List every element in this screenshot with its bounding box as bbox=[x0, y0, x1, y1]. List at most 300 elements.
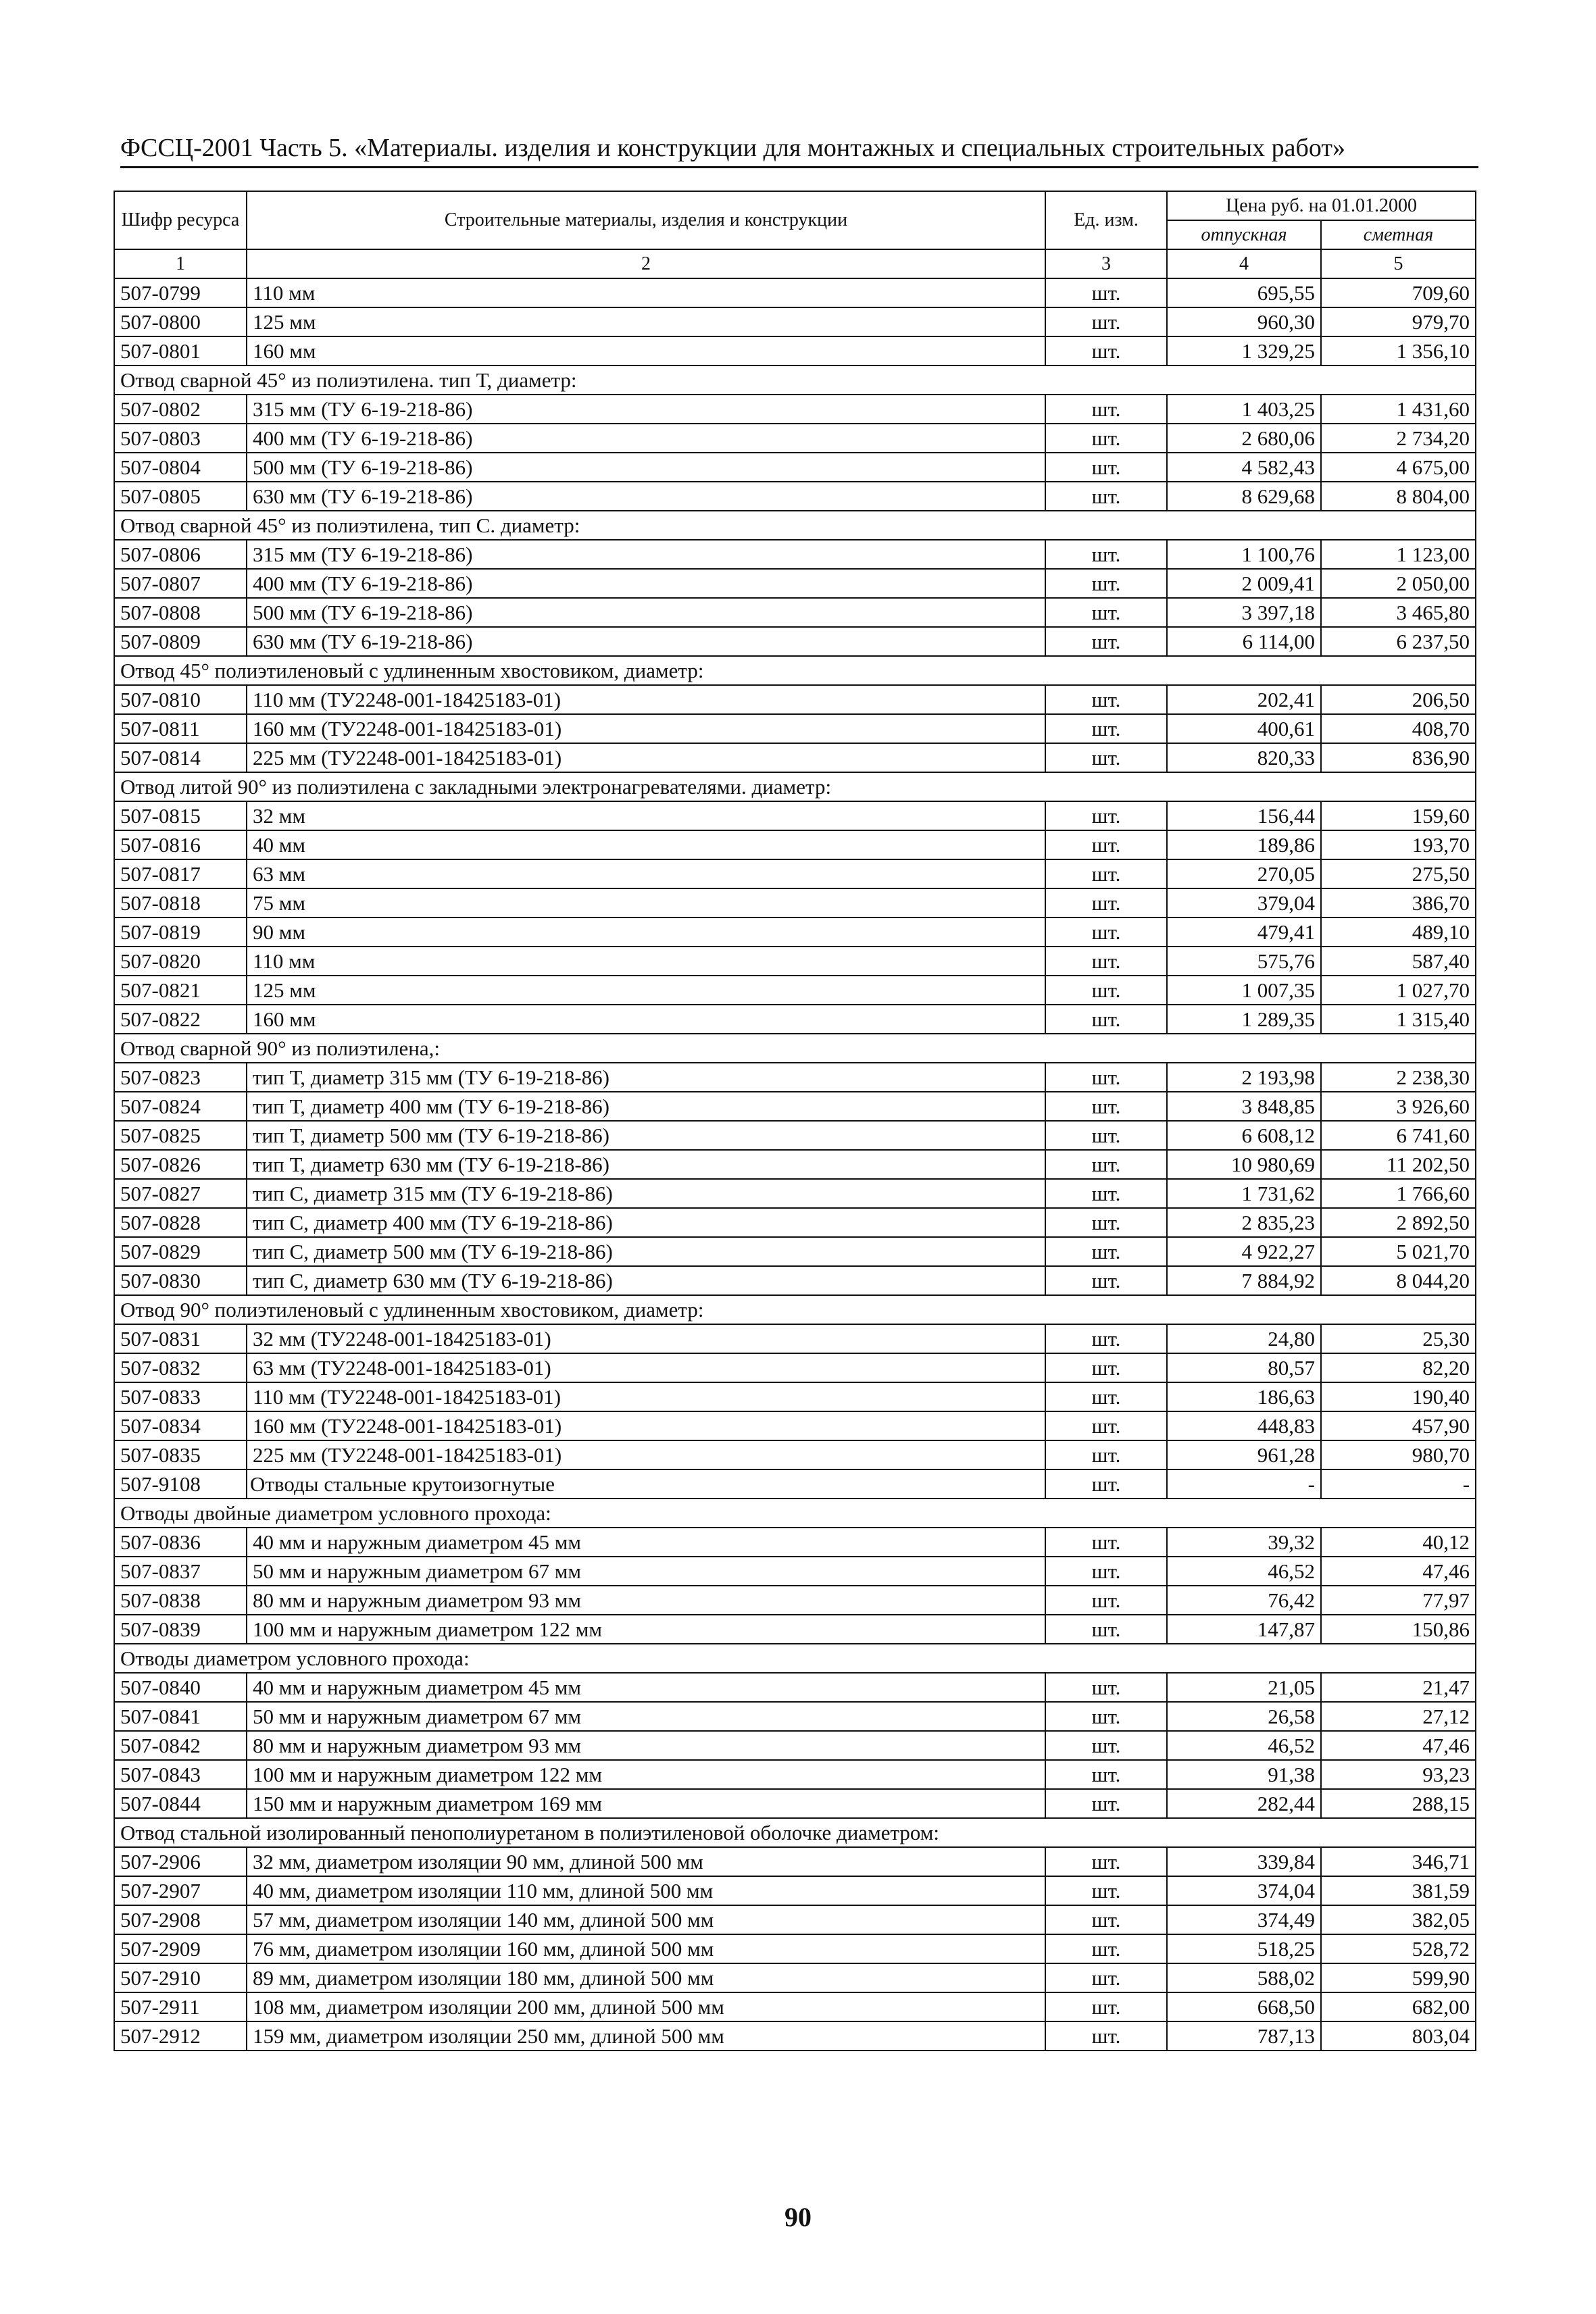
table-body bbox=[114, 278, 1476, 2051]
unit-cell: шт. bbox=[1045, 1615, 1167, 1644]
table-row bbox=[114, 947, 1476, 976]
release-price: 76,42 bbox=[1167, 1586, 1321, 1615]
table-row bbox=[114, 453, 1476, 482]
release-price: 400,61 bbox=[1167, 714, 1321, 743]
item-name: 100 мм и наружным диаметром 122 мм bbox=[247, 1760, 1045, 1789]
estimate-price: 1 123,00 bbox=[1321, 540, 1476, 569]
item-name: 160 мм (ТУ2248-001-18425183-01) bbox=[247, 714, 1045, 743]
col-header-unit: Ед. изм. bbox=[1045, 191, 1167, 249]
estimate-price: 159,60 bbox=[1321, 801, 1476, 830]
estimate-price: 190,40 bbox=[1321, 1382, 1476, 1411]
estimate-price: 27,12 bbox=[1321, 1702, 1476, 1731]
estimate-price: 47,46 bbox=[1321, 1557, 1476, 1586]
table-row bbox=[114, 1934, 1476, 1963]
estimate-price: 4 675,00 bbox=[1321, 453, 1476, 482]
resource-code: 507-0822 bbox=[114, 1005, 247, 1034]
item-name: 110 мм (ТУ2248-001-18425183-01) bbox=[247, 685, 1045, 714]
resource-code: 507-0840 bbox=[114, 1673, 247, 1702]
estimate-price: 346,71 bbox=[1321, 1847, 1476, 1876]
group-heading: Отвод 90° полиэтиленовый с удлиненным хвостовиком, диаметр: bbox=[114, 1295, 1476, 1324]
col-header-name: Строительные материалы, изделия и конструкции bbox=[247, 191, 1045, 249]
release-price: 2 835,23 bbox=[1167, 1208, 1321, 1237]
resource-code: 507-0819 bbox=[114, 917, 247, 947]
group-heading-row bbox=[114, 511, 1476, 540]
unit-cell: шт. bbox=[1045, 1876, 1167, 1905]
release-price: 1 100,76 bbox=[1167, 540, 1321, 569]
table-row bbox=[114, 1586, 1476, 1615]
item-name: 40 мм и наружным диаметром 45 мм bbox=[247, 1528, 1045, 1557]
item-name: 225 мм (ТУ2248-001-18425183-01) bbox=[247, 1440, 1045, 1469]
group-heading: Отвод 45° полиэтиленовый с удлиненным хвостовиком, диаметр: bbox=[114, 656, 1476, 685]
unit-cell: шт. bbox=[1045, 1557, 1167, 1586]
resource-code: 507-0809 bbox=[114, 627, 247, 656]
release-price: 2 009,41 bbox=[1167, 569, 1321, 598]
release-price: 1 731,62 bbox=[1167, 1179, 1321, 1208]
release-price: 1 007,35 bbox=[1167, 976, 1321, 1005]
release-price: 156,44 bbox=[1167, 801, 1321, 830]
item-name: 40 мм bbox=[247, 830, 1045, 859]
resource-code: 507-0821 bbox=[114, 976, 247, 1005]
release-price: 26,58 bbox=[1167, 1702, 1321, 1731]
table-row bbox=[114, 1179, 1476, 1208]
estimate-price: 2 238,30 bbox=[1321, 1063, 1476, 1092]
table-row bbox=[114, 1615, 1476, 1644]
unit-cell: шт. bbox=[1045, 1324, 1167, 1353]
item-name: 110 мм bbox=[247, 947, 1045, 976]
table-row bbox=[114, 714, 1476, 743]
resource-code: 507-0804 bbox=[114, 453, 247, 482]
unit-cell: шт. bbox=[1045, 1673, 1167, 1702]
resource-code: 507-0834 bbox=[114, 1411, 247, 1440]
item-name: 32 мм bbox=[247, 801, 1045, 830]
col-number-3: 3 bbox=[1045, 249, 1167, 278]
item-name: 160 мм bbox=[247, 1005, 1045, 1034]
item-name: 40 мм и наружным диаметром 45 мм bbox=[247, 1673, 1045, 1702]
table-row bbox=[114, 1702, 1476, 1731]
item-name: 630 мм (ТУ 6-19-218-86) bbox=[247, 482, 1045, 511]
unit-cell: шт. bbox=[1045, 1789, 1167, 1818]
unit-cell: шт. bbox=[1045, 453, 1167, 482]
estimate-price: 206,50 bbox=[1321, 685, 1476, 714]
estimate-price: 979,70 bbox=[1321, 307, 1476, 336]
release-price: 6 114,00 bbox=[1167, 627, 1321, 656]
item-name: 63 мм (ТУ2248-001-18425183-01) bbox=[247, 1353, 1045, 1382]
item-name: 32 мм (ТУ2248-001-18425183-01) bbox=[247, 1324, 1045, 1353]
table-row bbox=[114, 598, 1476, 627]
price-table bbox=[114, 191, 1476, 2051]
estimate-price: 2 892,50 bbox=[1321, 1208, 1476, 1237]
unit-cell: шт. bbox=[1045, 1905, 1167, 1934]
unit-cell: шт. bbox=[1045, 569, 1167, 598]
unit-cell: шт. bbox=[1045, 1150, 1167, 1179]
release-price: 1 403,25 bbox=[1167, 395, 1321, 424]
item-name: 89 мм, диаметром изоляции 180 мм, длиной 500 мм bbox=[247, 1963, 1045, 1992]
unit-cell: шт. bbox=[1045, 1208, 1167, 1237]
unit-cell: шт. bbox=[1045, 743, 1167, 772]
estimate-price: 150,86 bbox=[1321, 1615, 1476, 1644]
estimate-price: 457,90 bbox=[1321, 1411, 1476, 1440]
estimate-price: 40,12 bbox=[1321, 1528, 1476, 1557]
release-price: 24,80 bbox=[1167, 1324, 1321, 1353]
item-name: 315 мм (ТУ 6-19-218-86) bbox=[247, 395, 1045, 424]
release-price: 39,32 bbox=[1167, 1528, 1321, 1557]
release-price: 3 848,85 bbox=[1167, 1092, 1321, 1121]
group-heading-row bbox=[114, 1644, 1476, 1673]
resource-code: 507-2907 bbox=[114, 1876, 247, 1905]
table-row bbox=[114, 1731, 1476, 1760]
table-row bbox=[114, 278, 1476, 307]
estimate-price: 77,97 bbox=[1321, 1586, 1476, 1615]
unit-cell: шт. bbox=[1045, 2021, 1167, 2051]
item-name: тип С, диаметр 400 мм (ТУ 6-19-218-86) bbox=[247, 1208, 1045, 1237]
resource-code: 507-0803 bbox=[114, 424, 247, 453]
resource-code: 507-0800 bbox=[114, 307, 247, 336]
col-number-5: 5 bbox=[1321, 249, 1476, 278]
release-price: 4 922,27 bbox=[1167, 1237, 1321, 1266]
item-name: 315 мм (ТУ 6-19-218-86) bbox=[247, 540, 1045, 569]
item-name: 100 мм и наружным диаметром 122 мм bbox=[247, 1615, 1045, 1644]
release-price: 202,41 bbox=[1167, 685, 1321, 714]
table-row bbox=[114, 1789, 1476, 1818]
estimate-price: 1 027,70 bbox=[1321, 976, 1476, 1005]
resource-code: 507-0805 bbox=[114, 482, 247, 511]
estimate-price: 275,50 bbox=[1321, 859, 1476, 888]
estimate-price: 6 237,50 bbox=[1321, 627, 1476, 656]
resource-code: 507-0839 bbox=[114, 1615, 247, 1644]
estimate-price: 3 465,80 bbox=[1321, 598, 1476, 627]
table-row bbox=[114, 1760, 1476, 1789]
table-row bbox=[114, 1557, 1476, 1586]
release-price: 374,04 bbox=[1167, 1876, 1321, 1905]
resource-code: 507-2906 bbox=[114, 1847, 247, 1876]
estimate-price: 980,70 bbox=[1321, 1440, 1476, 1469]
table-row bbox=[114, 1092, 1476, 1121]
estimate-price: 408,70 bbox=[1321, 714, 1476, 743]
release-price: 668,50 bbox=[1167, 1992, 1321, 2021]
item-name: 50 мм и наружным диаметром 67 мм bbox=[247, 1557, 1045, 1586]
table-row bbox=[114, 2021, 1476, 2051]
unit-cell: шт. bbox=[1045, 395, 1167, 424]
unit-cell: шт. bbox=[1045, 1237, 1167, 1266]
group-heading: Отвод сварной 90° из полиэтилена,: bbox=[114, 1034, 1476, 1063]
estimate-price: 21,47 bbox=[1321, 1673, 1476, 1702]
resource-code: 507-0818 bbox=[114, 888, 247, 917]
table-row bbox=[114, 1266, 1476, 1295]
estimate-price: 47,46 bbox=[1321, 1731, 1476, 1760]
item-name: 500 мм (ТУ 6-19-218-86) bbox=[247, 453, 1045, 482]
unit-cell: шт. bbox=[1045, 1586, 1167, 1615]
estimate-price: 5 021,70 bbox=[1321, 1237, 1476, 1266]
estimate-price: 6 741,60 bbox=[1321, 1121, 1476, 1150]
group-heading: Отвод сварной 45° из полиэтилена. тип Т, диаметр: bbox=[114, 366, 1476, 395]
item-name: 40 мм, диаметром изоляции 110 мм, длиной 500 мм bbox=[247, 1876, 1045, 1905]
unit-cell: шт. bbox=[1045, 336, 1167, 366]
unit-cell: шт. bbox=[1045, 859, 1167, 888]
estimate-price: 587,40 bbox=[1321, 947, 1476, 976]
item-name: тип Т, диаметр 315 мм (ТУ 6-19-218-86) bbox=[247, 1063, 1045, 1092]
estimate-price: 8 804,00 bbox=[1321, 482, 1476, 511]
group-heading-row bbox=[114, 366, 1476, 395]
unit-cell: шт. bbox=[1045, 1179, 1167, 1208]
col-header-estimate: сметная bbox=[1321, 220, 1476, 249]
unit-cell: шт. bbox=[1045, 1266, 1167, 1295]
release-price: 7 884,92 bbox=[1167, 1266, 1321, 1295]
table-row bbox=[114, 482, 1476, 511]
estimate-price: 381,59 bbox=[1321, 1876, 1476, 1905]
item-name: 110 мм (ТУ2248-001-18425183-01) bbox=[247, 1382, 1045, 1411]
table-row bbox=[114, 569, 1476, 598]
unit-cell: шт. bbox=[1045, 947, 1167, 976]
release-price: 147,87 bbox=[1167, 1615, 1321, 1644]
release-price: 960,30 bbox=[1167, 307, 1321, 336]
item-name: 160 мм (ТУ2248-001-18425183-01) bbox=[247, 1411, 1045, 1440]
resource-code: 507-0824 bbox=[114, 1092, 247, 1121]
release-price: 1 329,25 bbox=[1167, 336, 1321, 366]
item-name: 80 мм и наружным диаметром 93 мм bbox=[247, 1731, 1045, 1760]
unit-cell: шт. bbox=[1045, 685, 1167, 714]
release-price: 186,63 bbox=[1167, 1382, 1321, 1411]
col-header-code: Шифр ресурса bbox=[114, 191, 247, 249]
item-name: тип Т, диаметр 400 мм (ТУ 6-19-218-86) bbox=[247, 1092, 1045, 1121]
resource-code: 507-0801 bbox=[114, 336, 247, 366]
release-price: 189,86 bbox=[1167, 830, 1321, 859]
release-price: 1 289,35 bbox=[1167, 1005, 1321, 1034]
unit-cell: шт. bbox=[1045, 1963, 1167, 1992]
estimate-price: 803,04 bbox=[1321, 2021, 1476, 2051]
resource-code: 507-0802 bbox=[114, 395, 247, 424]
table-row bbox=[114, 859, 1476, 888]
resource-code: 507-0838 bbox=[114, 1586, 247, 1615]
col-number-4: 4 bbox=[1167, 249, 1321, 278]
group-heading-row bbox=[114, 1818, 1476, 1847]
resource-code: 507-0844 bbox=[114, 1789, 247, 1818]
resource-code: 507-0827 bbox=[114, 1179, 247, 1208]
estimate-price: 2 734,20 bbox=[1321, 424, 1476, 453]
item-name: 125 мм bbox=[247, 976, 1045, 1005]
unit-cell: шт. bbox=[1045, 598, 1167, 627]
col-header-price-group: Цена руб. на 01.01.2000 bbox=[1167, 191, 1476, 220]
table-row bbox=[114, 1382, 1476, 1411]
release-price: 270,05 bbox=[1167, 859, 1321, 888]
release-price: 80,57 bbox=[1167, 1353, 1321, 1382]
item-name: 160 мм bbox=[247, 336, 1045, 366]
table-row bbox=[114, 1353, 1476, 1382]
item-name: тип Т, диаметр 630 мм (ТУ 6-19-218-86) bbox=[247, 1150, 1045, 1179]
resource-code: 507-0830 bbox=[114, 1266, 247, 1295]
resource-code: 507-2911 bbox=[114, 1992, 247, 2021]
release-price: 787,13 bbox=[1167, 2021, 1321, 2051]
item-name: 75 мм bbox=[247, 888, 1045, 917]
resource-code: 507-0842 bbox=[114, 1731, 247, 1760]
table-row bbox=[114, 1673, 1476, 1702]
group-heading-row bbox=[114, 772, 1476, 801]
unit-cell: шт. bbox=[1045, 917, 1167, 947]
estimate-price: 528,72 bbox=[1321, 1934, 1476, 1963]
release-price: 479,41 bbox=[1167, 917, 1321, 947]
item-name: 159 мм, диаметром изоляции 250 мм, длиной 500 мм bbox=[247, 2021, 1045, 2051]
resource-code: 507-0808 bbox=[114, 598, 247, 627]
unit-cell: шт. bbox=[1045, 1934, 1167, 1963]
item-name: 110 мм bbox=[247, 278, 1045, 307]
resource-code: 507-2909 bbox=[114, 1934, 247, 1963]
estimate-price: 2 050,00 bbox=[1321, 569, 1476, 598]
unit-cell: шт. bbox=[1045, 888, 1167, 917]
unit-cell: шт. bbox=[1045, 1440, 1167, 1469]
table-row bbox=[114, 685, 1476, 714]
release-price: 575,76 bbox=[1167, 947, 1321, 976]
unit-cell: шт. bbox=[1045, 1005, 1167, 1034]
resource-code: 507-0806 bbox=[114, 540, 247, 569]
unit-cell: шт. bbox=[1045, 1382, 1167, 1411]
table-row bbox=[114, 1121, 1476, 1150]
estimate-price: 193,70 bbox=[1321, 830, 1476, 859]
unit-cell: шт. bbox=[1045, 1760, 1167, 1789]
resource-code: 507-0815 bbox=[114, 801, 247, 830]
item-name: 80 мм и наружным диаметром 93 мм bbox=[247, 1586, 1045, 1615]
release-price: 8 629,68 bbox=[1167, 482, 1321, 511]
unit-cell: шт. bbox=[1045, 1992, 1167, 2021]
item-name: 63 мм bbox=[247, 859, 1045, 888]
table-row bbox=[114, 1992, 1476, 2021]
unit-cell: шт. bbox=[1045, 714, 1167, 743]
group-heading: Отвод сварной 45° из полиэтилена, тип С. диаметр: bbox=[114, 511, 1476, 540]
resource-code: 507-0811 bbox=[114, 714, 247, 743]
unit-cell: шт. bbox=[1045, 1092, 1167, 1121]
resource-code: 507-0825 bbox=[114, 1121, 247, 1150]
item-name: 90 мм bbox=[247, 917, 1045, 947]
item-name: тип С, диаметр 630 мм (ТУ 6-19-218-86) bbox=[247, 1266, 1045, 1295]
resource-code: 507-0829 bbox=[114, 1237, 247, 1266]
resource-code: 507-0831 bbox=[114, 1324, 247, 1353]
release-price: - bbox=[1167, 1469, 1321, 1499]
unit-cell: шт. bbox=[1045, 976, 1167, 1005]
table-row bbox=[114, 1150, 1476, 1179]
table-row bbox=[114, 888, 1476, 917]
item-name: 400 мм (ТУ 6-19-218-86) bbox=[247, 424, 1045, 453]
table-row bbox=[114, 1411, 1476, 1440]
resource-code: 507-0814 bbox=[114, 743, 247, 772]
table-row bbox=[114, 830, 1476, 859]
resource-code: 507-0843 bbox=[114, 1760, 247, 1789]
table-row bbox=[114, 307, 1476, 336]
resource-code: 507-0837 bbox=[114, 1557, 247, 1586]
table-row bbox=[114, 1208, 1476, 1237]
unit-cell: шт. bbox=[1045, 1702, 1167, 1731]
table-row bbox=[114, 743, 1476, 772]
page-header: ФССЦ-2001 Часть 5. «Материалы. изделия и конструкции для монтажных и специальных строительных работ» bbox=[120, 132, 1478, 168]
unit-cell: шт. bbox=[1045, 1063, 1167, 1092]
resource-code: 507-2910 bbox=[114, 1963, 247, 1992]
resource-code: 507-0799 bbox=[114, 278, 247, 307]
estimate-price: 1 315,40 bbox=[1321, 1005, 1476, 1034]
group-heading: Отвод литой 90° из полиэтилена с закладными электронагревателями. диаметр: bbox=[114, 772, 1476, 801]
item-name: 50 мм и наружным диаметром 67 мм bbox=[247, 1702, 1045, 1731]
estimate-price: 3 926,60 bbox=[1321, 1092, 1476, 1121]
unit-cell: шт. bbox=[1045, 482, 1167, 511]
release-price: 695,55 bbox=[1167, 278, 1321, 307]
resource-code: 507-9108 bbox=[114, 1469, 247, 1499]
resource-code: 507-0817 bbox=[114, 859, 247, 888]
col-number-2: 2 bbox=[247, 249, 1045, 278]
group-heading-row bbox=[114, 1295, 1476, 1324]
table-row bbox=[114, 976, 1476, 1005]
release-price: 339,84 bbox=[1167, 1847, 1321, 1876]
item-name: тип Т, диаметр 500 мм (ТУ 6-19-218-86) bbox=[247, 1121, 1045, 1150]
unit-cell: шт. bbox=[1045, 1469, 1167, 1499]
estimate-price: 93,23 bbox=[1321, 1760, 1476, 1789]
unit-cell: шт. bbox=[1045, 278, 1167, 307]
resource-code: 507-0823 bbox=[114, 1063, 247, 1092]
table-row bbox=[114, 1847, 1476, 1876]
item-name: 108 мм, диаметром изоляции 200 мм, длиной 500 мм bbox=[247, 1992, 1045, 2021]
unit-cell: шт. bbox=[1045, 1121, 1167, 1150]
item-name: 57 мм, диаметром изоляции 140 мм, длиной 500 мм bbox=[247, 1905, 1045, 1934]
resource-code: 507-0828 bbox=[114, 1208, 247, 1237]
table-row bbox=[114, 1005, 1476, 1034]
release-price: 374,49 bbox=[1167, 1905, 1321, 1934]
release-price: 379,04 bbox=[1167, 888, 1321, 917]
release-price: 91,38 bbox=[1167, 1760, 1321, 1789]
unit-cell: шт. bbox=[1045, 307, 1167, 336]
table-row bbox=[114, 1963, 1476, 1992]
item-name: 32 мм, диаметром изоляции 90 мм, длиной 500 мм bbox=[247, 1847, 1045, 1876]
release-price: 588,02 bbox=[1167, 1963, 1321, 1992]
estimate-price: 82,20 bbox=[1321, 1353, 1476, 1382]
estimate-price: 1 766,60 bbox=[1321, 1179, 1476, 1208]
table-row bbox=[114, 627, 1476, 656]
resource-code: 507-0836 bbox=[114, 1528, 247, 1557]
table-row bbox=[114, 1469, 1476, 1499]
estimate-price: 682,00 bbox=[1321, 1992, 1476, 2021]
release-price: 518,25 bbox=[1167, 1934, 1321, 1963]
estimate-price: 709,60 bbox=[1321, 278, 1476, 307]
release-price: 10 980,69 bbox=[1167, 1150, 1321, 1179]
release-price: 21,05 bbox=[1167, 1673, 1321, 1702]
table-row bbox=[114, 1528, 1476, 1557]
table-row bbox=[114, 1905, 1476, 1934]
item-name: 150 мм и наружным диаметром 169 мм bbox=[247, 1789, 1045, 1818]
unit-cell: шт. bbox=[1045, 1528, 1167, 1557]
estimate-price: 1 356,10 bbox=[1321, 336, 1476, 366]
unit-cell: шт. bbox=[1045, 540, 1167, 569]
item-name: 500 мм (ТУ 6-19-218-86) bbox=[247, 598, 1045, 627]
table-row bbox=[114, 1324, 1476, 1353]
unit-cell: шт. bbox=[1045, 1353, 1167, 1382]
resource-code: 507-0826 bbox=[114, 1150, 247, 1179]
item-name: тип С, диаметр 315 мм (ТУ 6-19-218-86) bbox=[247, 1179, 1045, 1208]
release-price: 46,52 bbox=[1167, 1557, 1321, 1586]
estimate-price: 382,05 bbox=[1321, 1905, 1476, 1934]
estimate-price: - bbox=[1321, 1469, 1476, 1499]
estimate-price: 836,90 bbox=[1321, 743, 1476, 772]
group-heading-row bbox=[114, 656, 1476, 685]
unit-cell: шт. bbox=[1045, 801, 1167, 830]
release-price: 282,44 bbox=[1167, 1789, 1321, 1818]
release-price: 6 608,12 bbox=[1167, 1121, 1321, 1150]
estimate-price: 599,90 bbox=[1321, 1963, 1476, 1992]
table-row bbox=[114, 540, 1476, 569]
resource-code: 507-0807 bbox=[114, 569, 247, 598]
table-row bbox=[114, 917, 1476, 947]
resource-code: 507-2908 bbox=[114, 1905, 247, 1934]
item-name: 225 мм (ТУ2248-001-18425183-01) bbox=[247, 743, 1045, 772]
table-row bbox=[114, 801, 1476, 830]
table-row bbox=[114, 1440, 1476, 1469]
resource-code: 507-2912 bbox=[114, 2021, 247, 2051]
item-name: тип С, диаметр 500 мм (ТУ 6-19-218-86) bbox=[247, 1237, 1045, 1266]
estimate-price: 288,15 bbox=[1321, 1789, 1476, 1818]
resource-code: 507-0816 bbox=[114, 830, 247, 859]
